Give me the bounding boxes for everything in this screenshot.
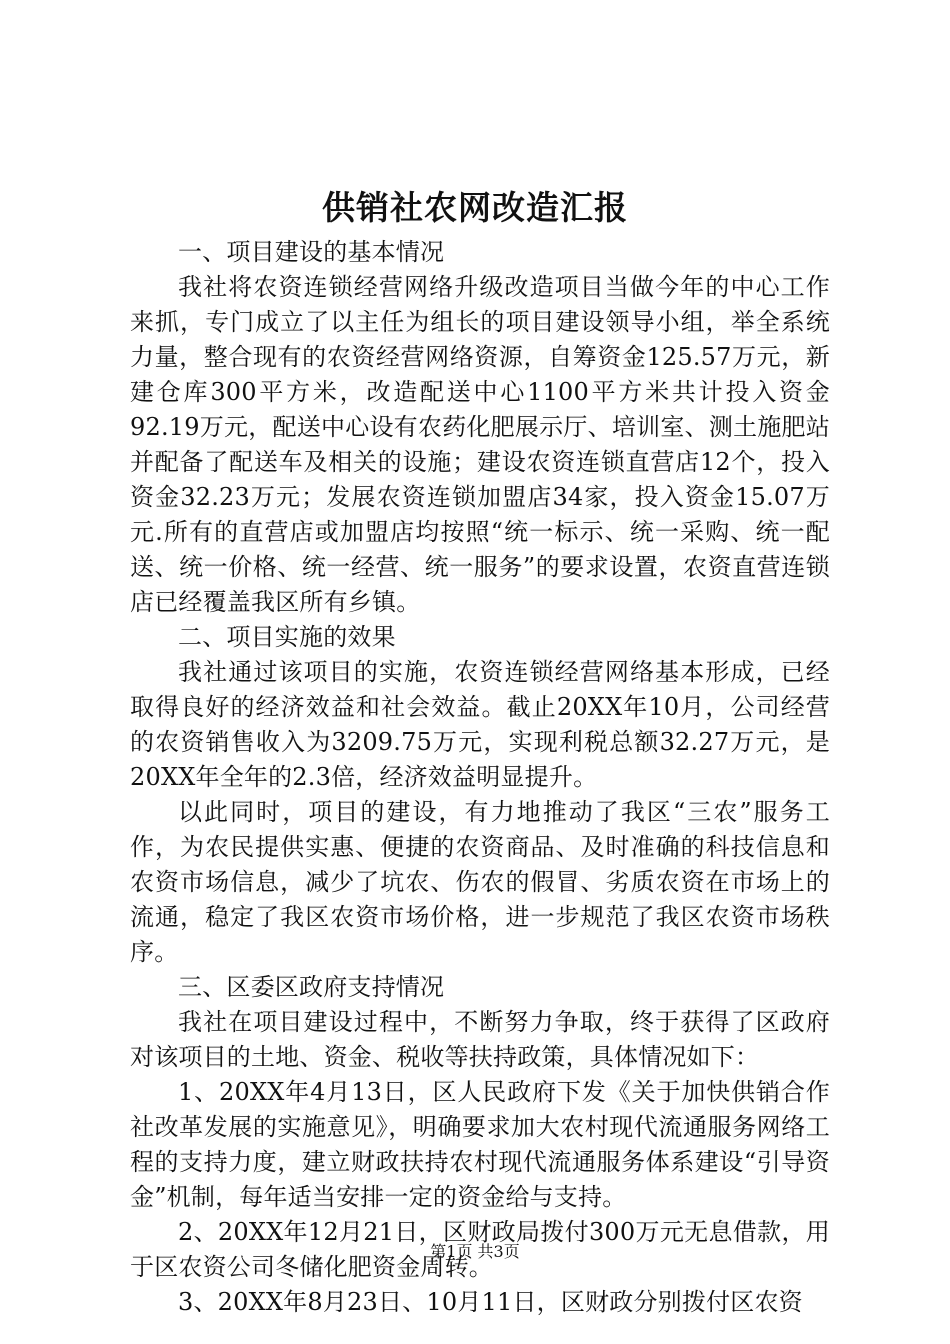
paragraph: 我社通过该项目的实施，农资连锁经营网络基本形成，已经取得良好的经济效益和社会效益。截止20XX年10月，公司经营的农资销售收入为3209.75万元，实现利税总额32.27万元，是20XX年全年的2.3倍，经济效益明显提升。	[130, 658, 830, 791]
paragraph: 3、20XX年8月23日、10月11日，区财政分别拨付区农资	[178, 1288, 803, 1316]
paragraph: 1、20XX年4月13日，区人民政府下发《关于加快供销合作社改革发展的实施意见》，明确要求加大农村现代流通服务网络工程的支持力度，建立财政扶持农村现代流通服务体系建设“引导资金”机制，每年适当安排一定的资金给与支持。	[130, 1078, 830, 1211]
paragraph: 我社在项目建设过程中，不断努力争取，终于获得了区政府对该项目的土地、资金、税收等扶持政策，具体情况如下：	[130, 1008, 830, 1071]
paragraph: 我社将农资连锁经营网络升级改造项目当做今年的中心工作来抓，专门成立了以主任为组长的项目建设领导小组，举全系统力量，整合现有的农资经营网络资源，自筹资金125.57万元，新建仓库300平方米，改造配送中心1100平方米共计投入资金92.19万元，配送中心设有农药化肥展示厅、培训室、测土施肥站并配备了配送车及相关的设施；建设农资连锁直营店12个，投入资金32.23万元；发展农资连锁加盟店34家，投入资金15.07万元.所有的直营店或加盟店均按照“统一标示、统一采购、统一配送、统一价格、统一经营、统一服务”的要求设置，农资直营连锁店已经覆盖我区所有乡镇。	[130, 273, 830, 616]
section-heading-3: 三、区委区政府支持情况	[178, 973, 445, 1001]
document-body	[130, 235, 830, 1320]
page-number-footer: 第1页 共3页	[430, 1242, 520, 1261]
section-heading-2: 二、项目实施的效果	[178, 623, 396, 651]
document-title: 供销社农网改造汇报	[322, 188, 628, 227]
paragraph: 2、20XX年12月21日，区财政局拨付300万元无息借款，用于区农资公司冬储化肥资金周转。	[130, 1218, 830, 1281]
section-heading-1: 一、项目建设的基本情况	[178, 238, 445, 266]
paragraph: 以此同时，项目的建设，有力地推动了我区“三农”服务工作，为农民提供实惠、便捷的农资商品、及时准确的科技信息和农资市场信息，减少了坑农、伤农的假冒、劣质农资在市场上的流通，稳定了我区农资市场价格，进一步规范了我区农资市场秩序。	[130, 798, 830, 966]
